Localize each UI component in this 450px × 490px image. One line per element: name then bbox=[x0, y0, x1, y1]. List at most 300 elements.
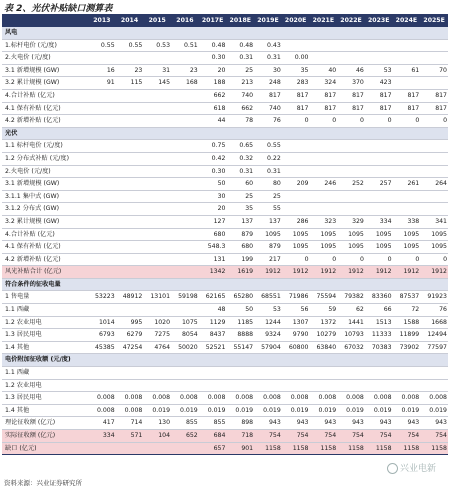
table-cell bbox=[143, 228, 171, 241]
table-cell bbox=[337, 52, 365, 65]
table-cell bbox=[88, 152, 116, 165]
year-header: 2017E bbox=[199, 14, 227, 27]
table-cell bbox=[254, 27, 282, 39]
table-cell: 50 bbox=[199, 178, 227, 191]
table-cell: 0.43 bbox=[254, 39, 282, 52]
table-cell bbox=[143, 52, 171, 65]
table-cell: 0.008 bbox=[337, 392, 365, 405]
table-cell: 0.30 bbox=[199, 52, 227, 65]
table-cell bbox=[199, 27, 227, 39]
table-cell: 35 bbox=[226, 203, 254, 216]
table-cell bbox=[282, 140, 310, 153]
table-cell bbox=[393, 379, 421, 392]
table-cell: 62 bbox=[337, 304, 365, 317]
header-label-cell bbox=[2, 14, 88, 27]
row-label: 4.1 保有补贴 (亿元) bbox=[2, 241, 88, 254]
table-cell: 79382 bbox=[337, 291, 365, 304]
table-cell: 57904 bbox=[254, 341, 282, 354]
table-cell bbox=[282, 367, 310, 380]
table-cell bbox=[171, 27, 199, 39]
table-cell: 0 bbox=[282, 253, 310, 266]
table-row bbox=[2, 417, 448, 430]
table-cell bbox=[88, 241, 116, 254]
table-cell: 0.019 bbox=[393, 404, 421, 417]
row-label: 3.2 累计规模 (GW) bbox=[2, 215, 88, 228]
table-cell: 213 bbox=[226, 77, 254, 90]
table-cell: 898 bbox=[226, 417, 254, 430]
table-cell: 657 bbox=[199, 442, 227, 455]
table-cell bbox=[365, 278, 393, 291]
table-cell bbox=[116, 442, 144, 455]
table-cell: 754 bbox=[282, 430, 310, 443]
table-cell: 8888 bbox=[226, 329, 254, 342]
table-cell bbox=[171, 215, 199, 228]
table-cell bbox=[365, 203, 393, 216]
table-cell bbox=[365, 165, 393, 178]
table-cell: 0.008 bbox=[282, 392, 310, 405]
table-cell: 0.30 bbox=[199, 165, 227, 178]
table-cell: 6279 bbox=[116, 329, 144, 342]
table-cell bbox=[282, 39, 310, 52]
table-cell bbox=[337, 165, 365, 178]
table-cell: 63840 bbox=[310, 341, 338, 354]
table-cell: 0.019 bbox=[282, 404, 310, 417]
table-cell: 264 bbox=[420, 178, 448, 191]
table-cell bbox=[226, 367, 254, 380]
table-cell: 91923 bbox=[420, 291, 448, 304]
table-cell: 62165 bbox=[199, 291, 227, 304]
table-cell: 0 bbox=[420, 253, 448, 266]
table-cell bbox=[143, 354, 171, 367]
table-cell bbox=[310, 379, 338, 392]
table-cell: 1912 bbox=[310, 266, 338, 279]
table-row bbox=[2, 316, 448, 329]
table-cell: 817 bbox=[420, 89, 448, 102]
table-cell: 370 bbox=[337, 77, 365, 90]
year-header: 2016 bbox=[171, 14, 199, 27]
table-cell: 104 bbox=[143, 430, 171, 443]
table-cell: 9790 bbox=[282, 329, 310, 342]
table-cell: 0.51 bbox=[171, 39, 199, 52]
table-cell: 87537 bbox=[393, 291, 421, 304]
year-header: 2021E bbox=[310, 14, 338, 27]
table-cell bbox=[171, 266, 199, 279]
table-cell: 1095 bbox=[282, 241, 310, 254]
table-cell: 571 bbox=[116, 430, 144, 443]
table-cell: 137 bbox=[226, 215, 254, 228]
table-cell: 817 bbox=[420, 102, 448, 115]
table-row bbox=[2, 253, 448, 266]
table-cell: 30 bbox=[199, 190, 227, 203]
table-cell: 0.42 bbox=[199, 152, 227, 165]
table-cell: 1129 bbox=[199, 316, 227, 329]
table-cell bbox=[393, 52, 421, 65]
table-cell bbox=[171, 253, 199, 266]
table-row bbox=[2, 266, 448, 279]
table-cell bbox=[171, 241, 199, 254]
year-header: 2013 bbox=[88, 14, 116, 27]
table-cell: 248 bbox=[254, 77, 282, 90]
table-cell: 137 bbox=[254, 215, 282, 228]
table-cell bbox=[171, 190, 199, 203]
table-cell: 1014 bbox=[88, 316, 116, 329]
table-cell: 995 bbox=[116, 316, 144, 329]
row-label: 3.1 新增规模 (GW) bbox=[2, 178, 88, 191]
table-row bbox=[2, 304, 448, 317]
table-cell: 341 bbox=[420, 215, 448, 228]
row-label: 1.1 标杆电价 (元/度) bbox=[2, 140, 88, 153]
table-cell: 1158 bbox=[365, 442, 393, 455]
table-cell bbox=[310, 278, 338, 291]
table-cell bbox=[365, 52, 393, 65]
table-cell bbox=[88, 178, 116, 191]
table-cell bbox=[143, 266, 171, 279]
table-cell: 0.008 bbox=[171, 392, 199, 405]
table-cell: 199 bbox=[226, 253, 254, 266]
table-row bbox=[2, 115, 448, 128]
table-cell: 65280 bbox=[226, 291, 254, 304]
table-cell: 943 bbox=[393, 417, 421, 430]
table-cell: 1095 bbox=[337, 228, 365, 241]
table-cell bbox=[393, 354, 421, 367]
table-cell bbox=[199, 354, 227, 367]
table-cell: 329 bbox=[337, 215, 365, 228]
table-cell: 127 bbox=[199, 215, 227, 228]
table-cell bbox=[282, 127, 310, 140]
table-cell: 0.00 bbox=[282, 52, 310, 65]
table-cell: 652 bbox=[171, 430, 199, 443]
row-label: 4.合计补贴 (亿元) bbox=[2, 228, 88, 241]
table-cell: 59 bbox=[310, 304, 338, 317]
table-cell: 1095 bbox=[393, 241, 421, 254]
table-cell: 0.008 bbox=[116, 404, 144, 417]
table-cell bbox=[337, 27, 365, 39]
table-cell bbox=[88, 89, 116, 102]
table-cell bbox=[171, 203, 199, 216]
table-cell bbox=[337, 203, 365, 216]
table-cell: 0.008 bbox=[88, 404, 116, 417]
year-header: 2014 bbox=[116, 14, 144, 27]
table-cell: 817 bbox=[337, 102, 365, 115]
table-cell bbox=[171, 278, 199, 291]
table-cell: 323 bbox=[310, 215, 338, 228]
row-label: 2.火电价 (元/度) bbox=[2, 165, 88, 178]
table-cell: 1095 bbox=[254, 228, 282, 241]
table-row bbox=[2, 152, 448, 165]
table-cell: 25 bbox=[226, 64, 254, 77]
table-cell: 13101 bbox=[143, 291, 171, 304]
table-cell bbox=[171, 115, 199, 128]
table-cell bbox=[143, 379, 171, 392]
table-cell bbox=[337, 367, 365, 380]
table-cell: 943 bbox=[254, 417, 282, 430]
table-cell: 817 bbox=[393, 89, 421, 102]
row-label: 1.2 农业用电 bbox=[2, 316, 88, 329]
table-cell: 217 bbox=[254, 253, 282, 266]
table-cell bbox=[420, 77, 448, 90]
table-cell bbox=[116, 253, 144, 266]
table-cell bbox=[282, 203, 310, 216]
table-cell: 61 bbox=[393, 64, 421, 77]
table-cell: 855 bbox=[199, 417, 227, 430]
table-cell: 0 bbox=[393, 253, 421, 266]
table-cell bbox=[116, 102, 144, 115]
table-cell bbox=[143, 27, 171, 39]
table-cell bbox=[254, 354, 282, 367]
table-cell bbox=[310, 165, 338, 178]
table-row bbox=[2, 228, 448, 241]
table-cell: 0 bbox=[337, 253, 365, 266]
table-cell: 943 bbox=[337, 417, 365, 430]
table-cell: 10279 bbox=[310, 329, 338, 342]
table-cell: 684 bbox=[199, 430, 227, 443]
table-cell bbox=[116, 278, 144, 291]
row-label: 缺口 (亿元) bbox=[2, 442, 88, 455]
table-cell bbox=[116, 203, 144, 216]
row-label: 1 售电量 bbox=[2, 291, 88, 304]
table-cell bbox=[88, 442, 116, 455]
table-row bbox=[2, 39, 448, 52]
table-cell bbox=[116, 367, 144, 380]
table-cell bbox=[365, 190, 393, 203]
table-cell bbox=[116, 266, 144, 279]
table-cell: 1244 bbox=[254, 316, 282, 329]
table-cell: 23 bbox=[171, 64, 199, 77]
row-label: 3.1.2 分布式 (GW) bbox=[2, 203, 88, 216]
table-cell: 0.55 bbox=[254, 140, 282, 153]
table-cell bbox=[171, 442, 199, 455]
year-header: 2023E bbox=[365, 14, 393, 27]
table-cell: 48912 bbox=[116, 291, 144, 304]
row-label: 3.1.1 集中式 (GW) bbox=[2, 190, 88, 203]
row-label: 1.1 西藏 bbox=[2, 367, 88, 380]
table-row bbox=[2, 140, 448, 153]
table-cell: 0 bbox=[365, 115, 393, 128]
table-cell bbox=[171, 102, 199, 115]
table-cell: 1095 bbox=[365, 228, 393, 241]
table-cell: 68551 bbox=[254, 291, 282, 304]
table-cell: 12494 bbox=[420, 329, 448, 342]
table-row bbox=[2, 392, 448, 405]
table-cell: 168 bbox=[171, 77, 199, 90]
table-cell bbox=[393, 127, 421, 140]
table-cell: 417 bbox=[88, 417, 116, 430]
table-cell: 71986 bbox=[282, 291, 310, 304]
table-cell: 76 bbox=[254, 115, 282, 128]
table-cell bbox=[88, 278, 116, 291]
table-cell bbox=[171, 152, 199, 165]
table-cell: 0.53 bbox=[143, 39, 171, 52]
table-cell bbox=[420, 140, 448, 153]
table-cell bbox=[393, 367, 421, 380]
table-cell: 30 bbox=[254, 64, 282, 77]
table-cell bbox=[365, 367, 393, 380]
table-cell: 740 bbox=[226, 89, 254, 102]
table-cell bbox=[88, 203, 116, 216]
table-cell: 0 bbox=[420, 115, 448, 128]
table-cell: 115 bbox=[116, 77, 144, 90]
table-cell: 338 bbox=[393, 215, 421, 228]
table-cell: 0.019 bbox=[171, 404, 199, 417]
table-row bbox=[2, 341, 448, 354]
table-row bbox=[2, 178, 448, 191]
table-cell: 25 bbox=[226, 190, 254, 203]
table-cell: 1912 bbox=[420, 266, 448, 279]
table-cell bbox=[393, 165, 421, 178]
table-row bbox=[2, 77, 448, 90]
table-cell: 618 bbox=[199, 102, 227, 115]
table-cell: 548.3 bbox=[199, 241, 227, 254]
row-label: 3.2 累计规模 (GW) bbox=[2, 77, 88, 90]
table-cell: 0.75 bbox=[199, 140, 227, 153]
table-row bbox=[2, 102, 448, 115]
row-label: 1.3 居民用电 bbox=[2, 329, 88, 342]
table-cell bbox=[282, 190, 310, 203]
table-row bbox=[2, 367, 448, 380]
table-cell bbox=[116, 215, 144, 228]
header-row bbox=[2, 14, 448, 27]
table-row bbox=[2, 430, 448, 443]
table-cell bbox=[171, 379, 199, 392]
row-label: 符合条件的征收电量 bbox=[2, 278, 88, 291]
table-cell bbox=[199, 367, 227, 380]
table-cell: 1095 bbox=[420, 228, 448, 241]
table-cell: 1158 bbox=[393, 442, 421, 455]
table-cell bbox=[337, 379, 365, 392]
table-cell bbox=[310, 52, 338, 65]
table-cell: 45385 bbox=[88, 341, 116, 354]
table-cell: 75594 bbox=[310, 291, 338, 304]
table-cell bbox=[310, 127, 338, 140]
table-cell bbox=[143, 140, 171, 153]
table-cell bbox=[254, 278, 282, 291]
table-cell bbox=[116, 354, 144, 367]
table-cell bbox=[143, 190, 171, 203]
table-cell bbox=[226, 354, 254, 367]
table-cell bbox=[393, 203, 421, 216]
table-cell bbox=[282, 278, 310, 291]
table-cell bbox=[310, 27, 338, 39]
table-cell: 16 bbox=[88, 64, 116, 77]
table-cell: 943 bbox=[365, 417, 393, 430]
table-cell bbox=[88, 140, 116, 153]
table-cell: 83360 bbox=[365, 291, 393, 304]
table-cell bbox=[420, 190, 448, 203]
row-label: 1.2 农业用电 bbox=[2, 379, 88, 392]
table-cell bbox=[116, 115, 144, 128]
table-cell: 855 bbox=[171, 417, 199, 430]
table-cell: 246 bbox=[310, 178, 338, 191]
table-cell: 286 bbox=[282, 215, 310, 228]
table-cell: 0.22 bbox=[254, 152, 282, 165]
table-cell bbox=[393, 152, 421, 165]
table-cell bbox=[171, 140, 199, 153]
table-cell: 67032 bbox=[337, 341, 365, 354]
table-cell: 23 bbox=[116, 64, 144, 77]
table-cell bbox=[143, 215, 171, 228]
table-cell bbox=[365, 127, 393, 140]
table-cell: 0.65 bbox=[226, 140, 254, 153]
table-cell: 0.019 bbox=[337, 404, 365, 417]
row-label: 4.2 新增补贴 (亿元) bbox=[2, 253, 88, 266]
table-cell: 943 bbox=[310, 417, 338, 430]
table-cell: 1912 bbox=[337, 266, 365, 279]
year-header: 2022E bbox=[337, 14, 365, 27]
table-cell bbox=[116, 304, 144, 317]
table-cell: 0.019 bbox=[143, 404, 171, 417]
table-cell: 1912 bbox=[282, 266, 310, 279]
table-cell: 50020 bbox=[171, 341, 199, 354]
table-cell: 66 bbox=[365, 304, 393, 317]
year-header: 2018E bbox=[226, 14, 254, 27]
table-cell: 56 bbox=[282, 304, 310, 317]
row-label: 4.1 保有补贴 (亿元) bbox=[2, 102, 88, 115]
table-cell: 1912 bbox=[365, 266, 393, 279]
table-cell: 0.48 bbox=[199, 39, 227, 52]
table-cell bbox=[282, 354, 310, 367]
table-cell bbox=[143, 178, 171, 191]
table-cell: 1075 bbox=[171, 316, 199, 329]
table-cell bbox=[282, 152, 310, 165]
table-cell bbox=[282, 165, 310, 178]
table-cell: 740 bbox=[254, 102, 282, 115]
table-cell bbox=[88, 215, 116, 228]
table-cell bbox=[420, 152, 448, 165]
table-cell: 817 bbox=[282, 89, 310, 102]
table-cell bbox=[393, 190, 421, 203]
table-cell: 20 bbox=[199, 64, 227, 77]
table-cell: 47254 bbox=[116, 341, 144, 354]
table-cell bbox=[420, 203, 448, 216]
table-cell: 10793 bbox=[337, 329, 365, 342]
table-cell: 817 bbox=[310, 102, 338, 115]
table-cell: 1158 bbox=[254, 442, 282, 455]
table-cell: 754 bbox=[393, 430, 421, 443]
table-cell: 1158 bbox=[310, 442, 338, 455]
table-cell: 718 bbox=[226, 430, 254, 443]
table-cell: 1158 bbox=[282, 442, 310, 455]
table-cell: 1158 bbox=[337, 442, 365, 455]
table-cell bbox=[365, 39, 393, 52]
table-row bbox=[2, 64, 448, 77]
table-cell bbox=[310, 354, 338, 367]
table-cell bbox=[171, 178, 199, 191]
table-cell bbox=[337, 190, 365, 203]
table-cell: 0.31 bbox=[254, 52, 282, 65]
table-cell: 209 bbox=[282, 178, 310, 191]
table-cell bbox=[88, 115, 116, 128]
table-cell: 261 bbox=[393, 178, 421, 191]
section-row bbox=[2, 354, 448, 367]
table-cell: 35 bbox=[282, 64, 310, 77]
table-cell bbox=[337, 354, 365, 367]
table-cell bbox=[420, 52, 448, 65]
table-cell bbox=[143, 278, 171, 291]
table-cell: 1619 bbox=[226, 266, 254, 279]
table-cell: 55147 bbox=[226, 341, 254, 354]
table-cell: 60800 bbox=[282, 341, 310, 354]
table-cell bbox=[116, 379, 144, 392]
table-cell: 0.019 bbox=[254, 404, 282, 417]
table-cell: 0.019 bbox=[310, 404, 338, 417]
table-cell bbox=[393, 77, 421, 90]
table-row bbox=[2, 203, 448, 216]
row-label: 1.4 其他 bbox=[2, 341, 88, 354]
table-cell bbox=[88, 379, 116, 392]
table-cell: 188 bbox=[199, 77, 227, 90]
table-row bbox=[2, 89, 448, 102]
table-cell: 70 bbox=[420, 64, 448, 77]
